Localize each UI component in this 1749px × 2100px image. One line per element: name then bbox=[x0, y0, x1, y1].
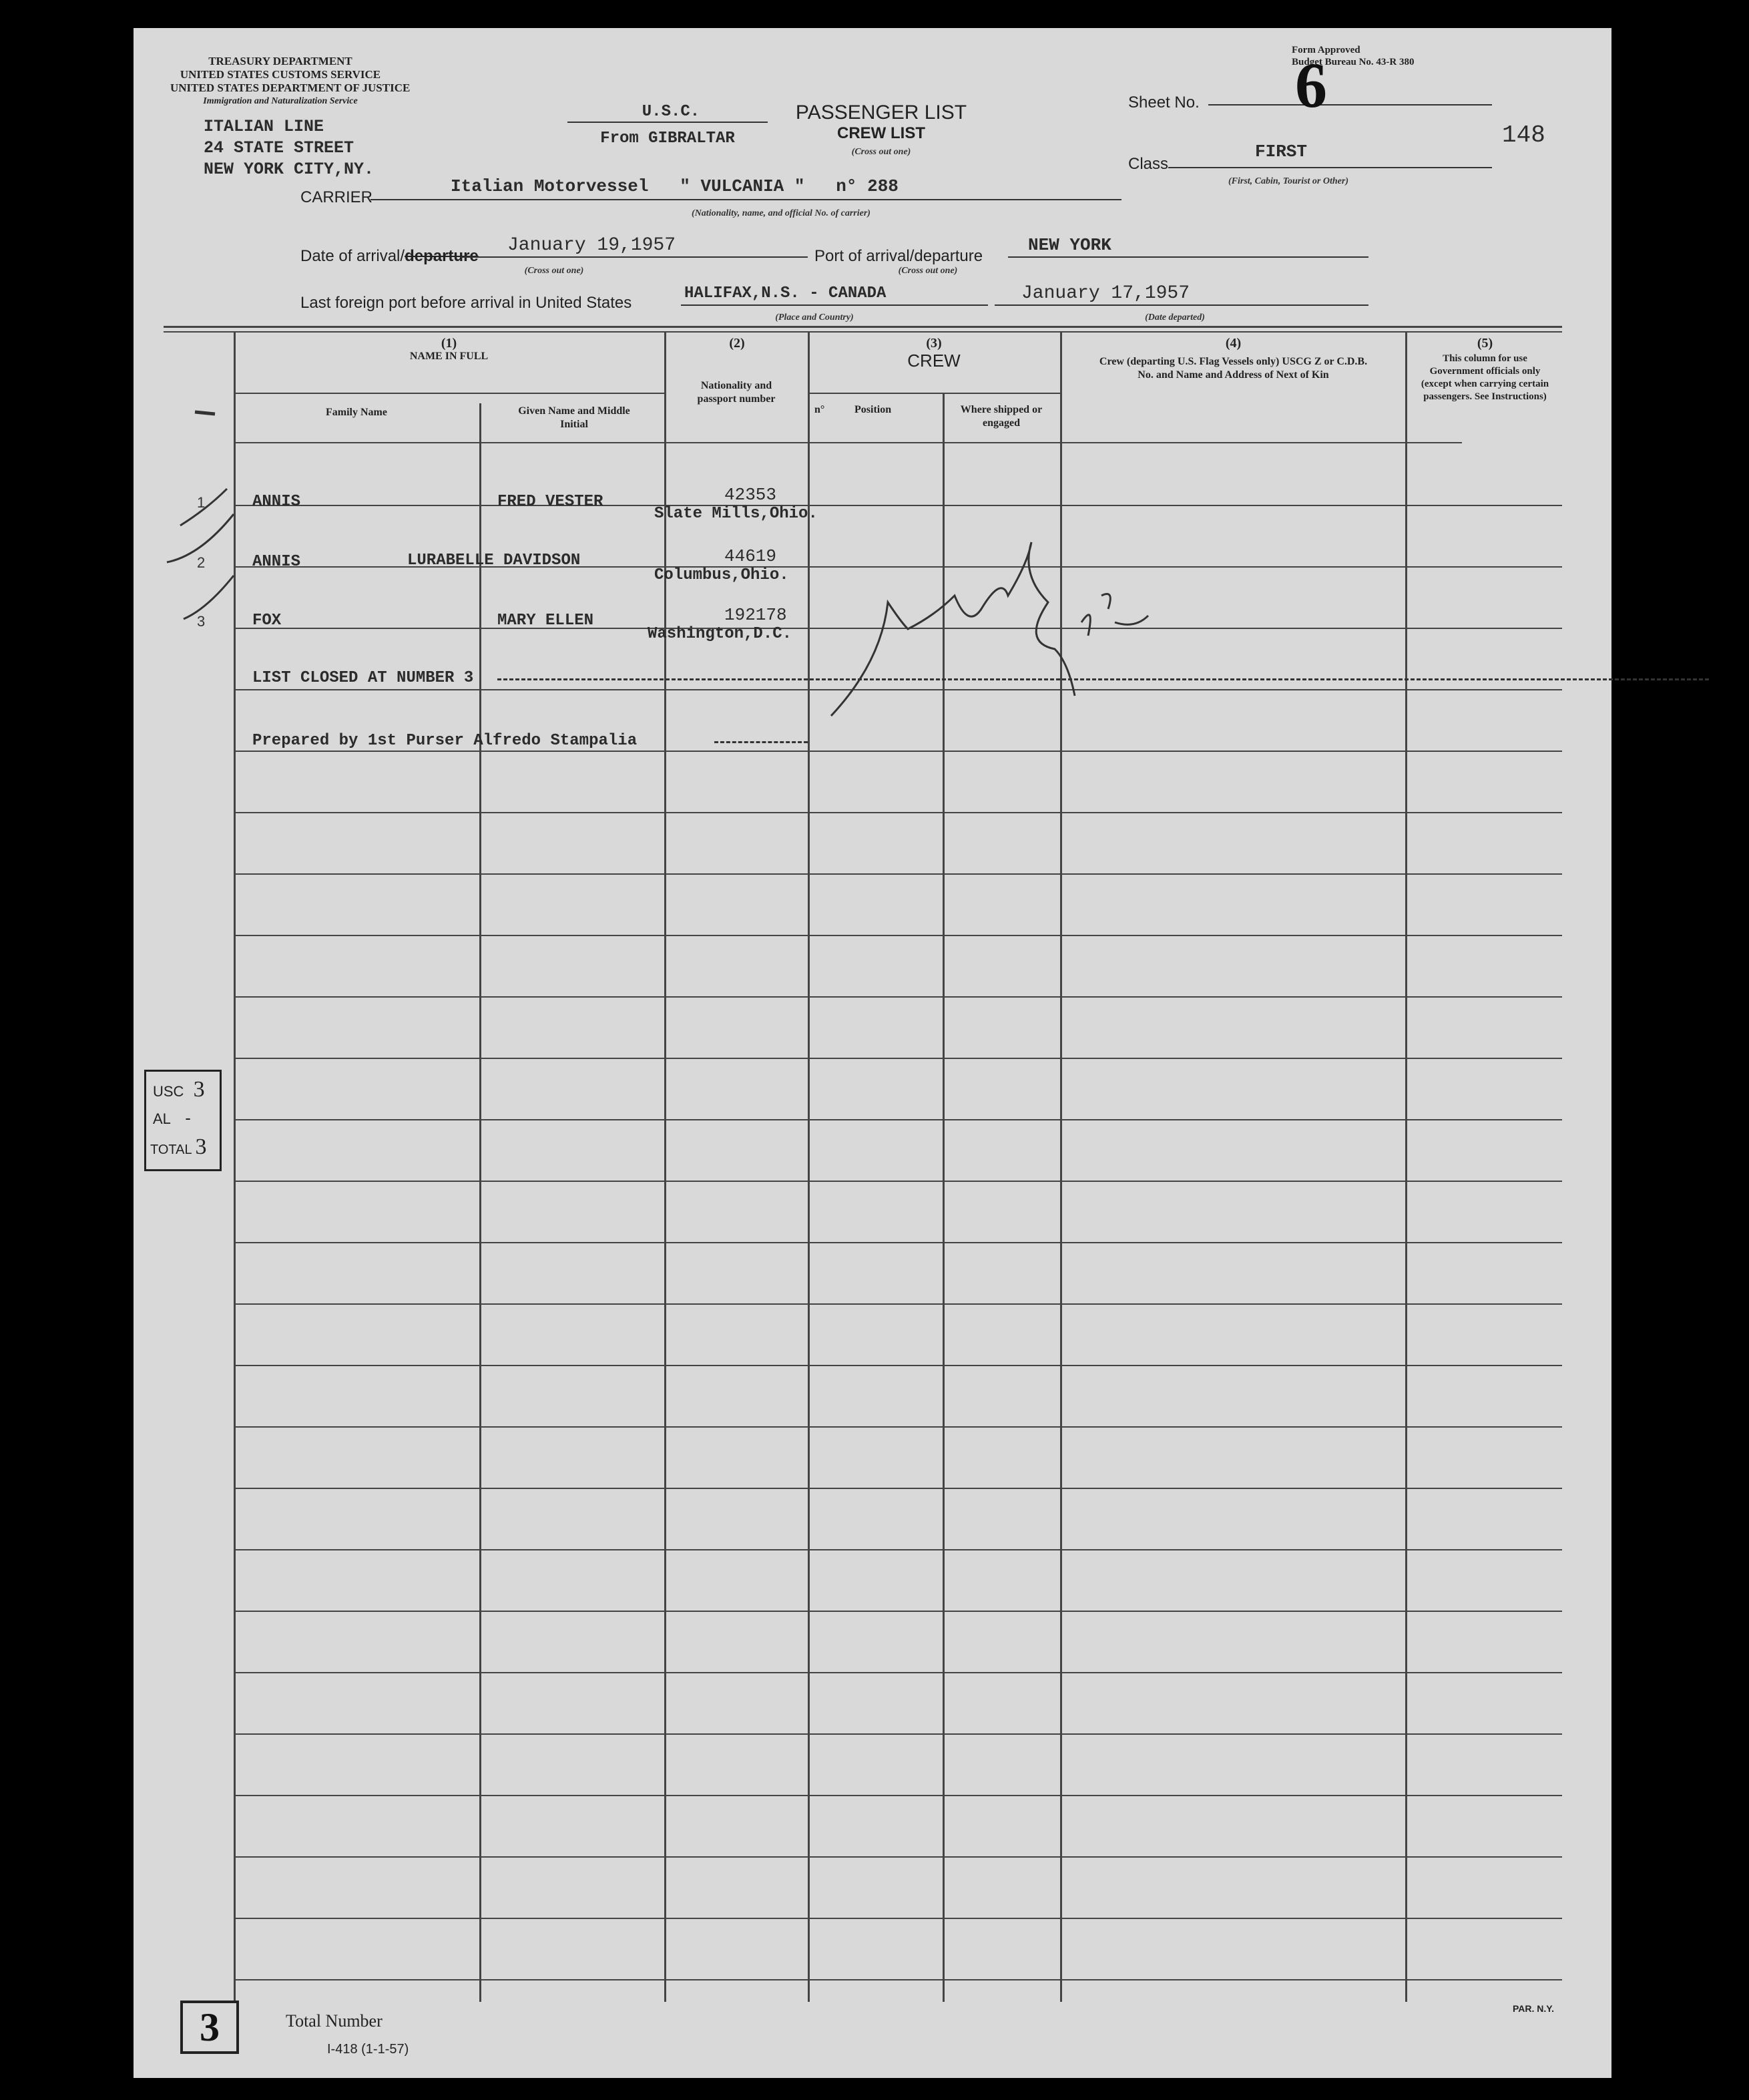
foreign-port-label: Last foreign port before arrival in United States bbox=[300, 294, 632, 312]
form-approved-line-2: Budget Bureau No. 43-R 380 bbox=[1292, 57, 1415, 67]
sheet-label: Sheet No. bbox=[1128, 93, 1200, 112]
crew-list-struck: CREW LIST bbox=[837, 124, 925, 142]
arrival-date-value: January 19,1957 bbox=[507, 235, 676, 256]
given-name-cell: FRED VESTER bbox=[497, 493, 603, 511]
col3-no: n° bbox=[814, 404, 825, 415]
agency-line-2: UNITED STATES CUSTOMS SERVICE bbox=[180, 68, 381, 81]
given-name-cell: MARY ELLEN bbox=[497, 612, 594, 630]
col3-where: Where shipped or engaged bbox=[960, 404, 1043, 429]
carrier-hint: (Nationality, name, and official No. of carrier) bbox=[692, 208, 870, 218]
given-name-cell: LURABELLE DAVIDSON bbox=[407, 552, 581, 570]
col1-number: (1) bbox=[441, 336, 457, 351]
row-number: 1 bbox=[197, 494, 206, 511]
handwriting-marks bbox=[134, 28, 1611, 2078]
family-name-cell: FOX bbox=[252, 612, 282, 630]
col4-title: Crew (departing U.S. Flag Vessels only) USCG Z or C.D.B. No. and Name and Address of Next of Kin bbox=[1099, 356, 1368, 381]
col-given-name: Given Name and Middle Initial bbox=[518, 405, 630, 430]
sheet-number: 6 bbox=[1295, 49, 1327, 121]
foreign-date-hint: (Date departed) bbox=[1145, 312, 1205, 323]
carrier-address-line-3: NEW YORK CITY,NY. bbox=[204, 160, 374, 179]
foreign-port-value: HALIFAX,N.S. - CANADA bbox=[684, 284, 887, 302]
passport-cell: 44619 bbox=[724, 546, 777, 566]
col5-number: (5) bbox=[1477, 336, 1493, 351]
page-number: 148 bbox=[1502, 122, 1545, 149]
foreign-port-hint: (Place and Country) bbox=[775, 312, 854, 323]
agency-line-1: TREASURY DEPARTMENT bbox=[208, 55, 352, 67]
col4-number: (4) bbox=[1225, 336, 1242, 351]
stamp-total-value: 3 bbox=[195, 1134, 207, 1159]
arrival-date-label: Date of arrival/departure bbox=[300, 247, 479, 265]
carrier-address-line-1: ITALIAN LINE bbox=[204, 117, 324, 136]
class-hint: (First, Cabin, Tourist or Other) bbox=[1228, 176, 1348, 186]
carrier-label: CARRIER bbox=[300, 188, 373, 206]
col2-number: (2) bbox=[729, 336, 745, 351]
arrival-port-value: NEW YORK bbox=[1028, 235, 1111, 255]
carrier-address-line-2: 24 STATE STREET bbox=[204, 138, 354, 158]
family-name-cell: ANNIS bbox=[252, 553, 301, 571]
passport-cell: 192178 bbox=[724, 605, 787, 625]
list-closed-text: LIST CLOSED AT NUMBER 3 bbox=[252, 669, 474, 687]
check-mark-row-1 bbox=[180, 489, 227, 526]
arrival-date-hint: (Cross out one) bbox=[524, 266, 584, 276]
row-number: 3 bbox=[197, 613, 206, 630]
arrival-port-label: Port of arrival/departure bbox=[814, 247, 983, 265]
col-family-name: Family Name bbox=[326, 407, 387, 418]
inspector-signature bbox=[831, 542, 1075, 716]
foreign-date-value: January 17,1957 bbox=[1021, 283, 1190, 304]
col3-title: CREW bbox=[907, 351, 961, 371]
stamp-total-label: TOTAL bbox=[150, 1142, 192, 1157]
usc-field: U.S.C. bbox=[642, 103, 700, 121]
departure-struck: departure bbox=[405, 247, 479, 265]
col2-title: Nationality and passport number bbox=[697, 380, 776, 405]
prepared-by-text: Prepared by 1st Purser Alfredo Stampalia bbox=[252, 732, 638, 750]
col1-title: NAME IN FULL bbox=[409, 351, 489, 362]
stamp-usc-value: 3 bbox=[193, 1077, 205, 1102]
agency-line-3: UNITED STATES DEPARTMENT OF JUSTICE bbox=[170, 81, 411, 94]
row-number: 2 bbox=[197, 554, 206, 571]
tally-stamp bbox=[144, 1070, 222, 1171]
col5-title: This column for use Government officials only (except when carrying certain passengers. See Instructions) bbox=[1421, 353, 1549, 402]
stamp-usc-label: USC bbox=[153, 1083, 184, 1100]
arrival-port-hint: (Cross out one) bbox=[898, 266, 958, 276]
family-name-cell: ANNIS bbox=[252, 493, 301, 511]
carrier-value: Italian Motorvessel " VULCANIA " n° 288 bbox=[451, 176, 899, 196]
city-cell: Slate Mills,Ohio. bbox=[654, 505, 818, 523]
printer-mark: PAR. N.Y. bbox=[1513, 2003, 1554, 2014]
class-value: FIRST bbox=[1255, 142, 1308, 162]
class-label: Class bbox=[1128, 155, 1169, 173]
inspector-initials bbox=[1081, 594, 1148, 636]
total-label: Total Number bbox=[286, 2011, 383, 2031]
from-port-field: From GIBRALTAR bbox=[600, 130, 735, 148]
total-box bbox=[180, 2001, 239, 2054]
form-id: I-418 (1-1-57) bbox=[327, 2042, 409, 2057]
total-value: 3 bbox=[200, 2005, 220, 2049]
city-cell: Columbus,Ohio. bbox=[654, 566, 789, 584]
col3-number: (3) bbox=[926, 336, 942, 351]
col3-position: Position bbox=[854, 404, 892, 415]
check-mark-row-3 bbox=[184, 576, 234, 619]
stamp-al-label: AL bbox=[153, 1110, 171, 1127]
passport-cell: 42353 bbox=[724, 485, 777, 505]
form-approved-line-1: Form Approved bbox=[1292, 45, 1360, 55]
form-title: PASSENGER LIST bbox=[795, 101, 967, 124]
form-page bbox=[134, 28, 1611, 2078]
check-mark-row-2 bbox=[167, 514, 234, 562]
city-cell: Washington,D.C. bbox=[648, 625, 792, 643]
agency-line-4: Immigration and Naturalization Service bbox=[203, 96, 358, 106]
stamp-al-value: - bbox=[185, 1108, 191, 1128]
title-cross-hint: (Cross out one) bbox=[851, 147, 911, 157]
